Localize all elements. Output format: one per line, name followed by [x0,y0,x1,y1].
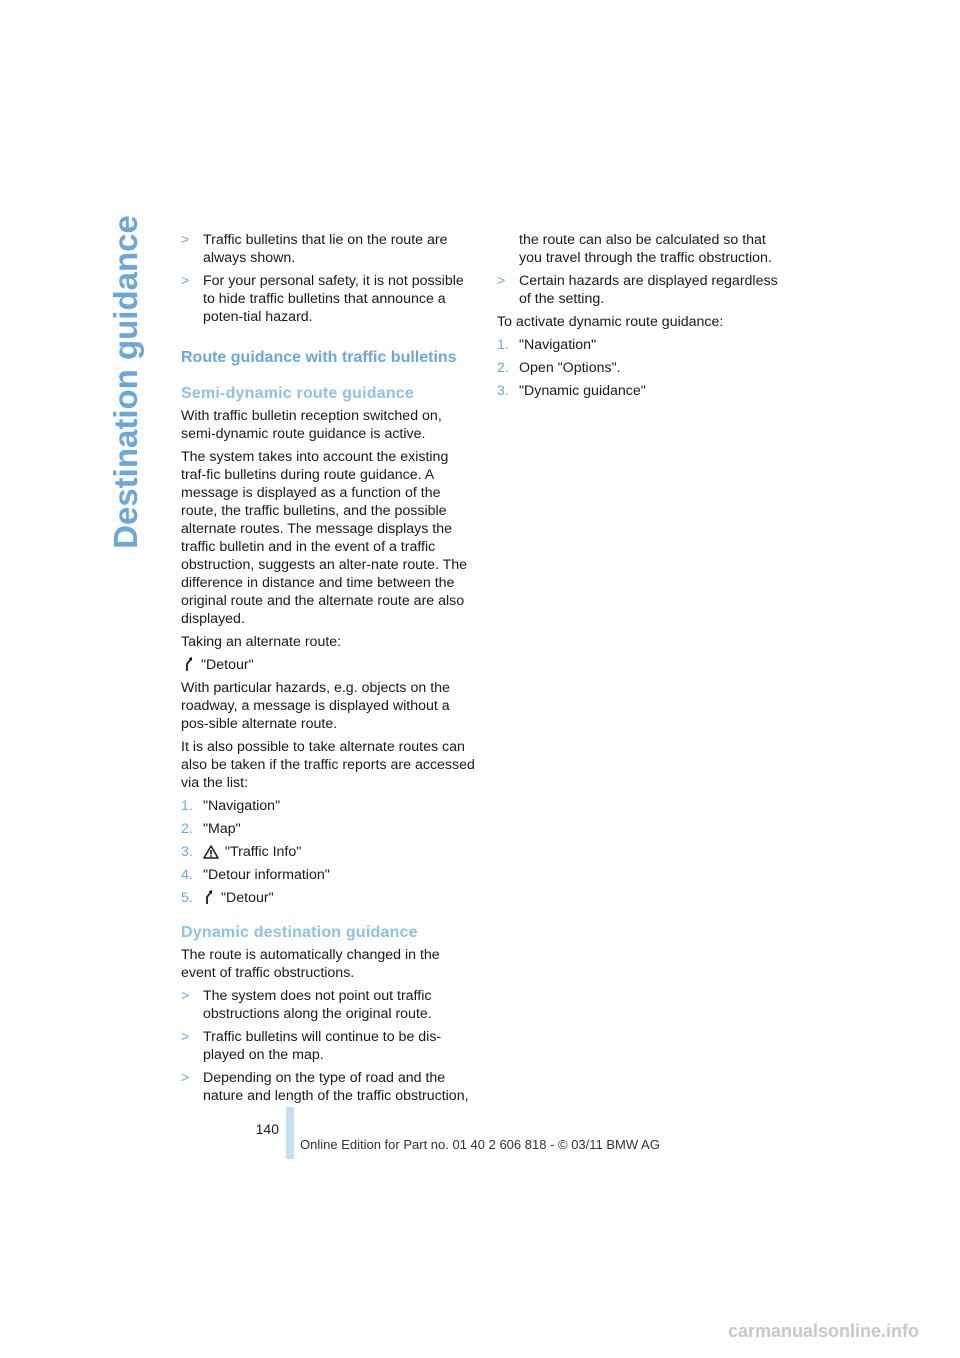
bullet-text: Traffic bulletins that lie on the route are always shown. [203,232,448,266]
numbered-step [181,843,476,861]
bullet-text: Certain hazards are displayed regardless of the setting. [519,273,778,307]
step-number: 3. [497,383,509,399]
bullet-marker: > [181,232,190,248]
watermark-text: carmanualsonline.info [728,1321,920,1341]
numbered-step [497,382,792,400]
step-number: 3. [181,844,193,860]
step-text: "Map" [203,821,241,837]
bullet-item [181,1069,476,1105]
bullet-item [181,1028,476,1064]
step-number: 1. [181,798,193,814]
step-text: "Navigation" [519,337,597,353]
bullet-marker: > [181,1070,190,1086]
detour-arrow-icon [203,889,215,905]
paragraph: The route is automatically changed in the event of traffic obstructions. [181,947,440,981]
step-number: 2. [181,821,193,837]
bullet-marker: > [497,273,506,289]
bullet-item [181,231,476,267]
bullet-marker: > [181,988,190,1004]
step-number: 2. [497,360,509,376]
detour-option [181,656,476,674]
section-title-vertical [98,215,154,549]
detour-arrow-icon [183,656,195,672]
step-text: "Detour information" [203,867,330,883]
bullet-marker: > [181,273,190,289]
numbered-step [181,797,476,815]
detour-option-label: "Detour" [201,657,254,673]
left-column [181,231,476,1110]
paragraph: To activate dynamic route guidance: [497,314,724,330]
numbered-step [497,336,792,354]
bullet-item [497,272,792,308]
paragraph: With traffic bulletin reception switched on, semi-dynamic route guidance is active. [181,408,442,442]
heading-semi-dynamic: Semi-dynamic route guidance [181,385,415,402]
step-number: 4. [181,867,193,883]
paragraph: The system takes into account the existing traf-fic bulletins during route guidance. A message is displayed as a function of the route, the traffic bulletins, and the possible alternate routes. The message displays the traffic bulletin and in the event of a traffic obstruction, suggests an alter-nate route. The difference in distance and time between the original route and the alternate route are also displayed. [181,449,468,627]
section-title-text: Destination guidance [107,215,144,549]
footer-edition-text: Online Edition for Part no. 01 40 2 606 818 - © 03/11 BMW AG [300,1137,660,1152]
numbered-step [497,359,792,377]
right-column [497,231,792,405]
paragraph: Taking an alternate route: [181,634,342,650]
numbered-step [181,889,476,907]
paragraph: With particular hazards, e.g. objects on the roadway, a message is displayed without a pos-sible alternate route. [181,680,450,732]
heading-dynamic: Dynamic destination guidance [181,924,418,941]
warning-triangle-icon [203,845,219,859]
step-number: 5. [181,890,193,906]
paragraph: It is also possible to take alternate routes can also be taken if the traffic reports are accessed via the list: [181,739,475,791]
step-text: "Detour" [221,890,274,906]
bullet-item [181,987,476,1023]
bullet-text: For your personal safety, it is not possible to hide traffic bulletins that announce a poten-tial hazard. [203,273,464,325]
bullet-text: The system does not point out traffic obstructions along the original route. [203,988,432,1022]
step-text: "Navigation" [203,798,281,814]
bullet-text: Depending on the type of road and the nature and length of the traffic obstruction, [203,1070,469,1104]
step-number: 1. [497,337,509,353]
bullet-continuation [497,231,792,267]
numbered-step [181,820,476,838]
page-number: 140 [255,1121,279,1137]
step-text: "Dynamic guidance" [519,383,646,399]
continued-text: the route can also be calculated so that you travel through the traffic obstruction. [519,232,772,266]
step-text: "Traffic Info" [225,844,302,860]
heading-route-guidance: Route guidance with traffic bulletins [181,349,457,366]
bullet-marker: > [181,1029,190,1045]
footer-accent-bar [286,1107,294,1159]
step-text: Open "Options". [519,360,621,376]
numbered-step [181,866,476,884]
bullet-text: Traffic bulletins will continue to be dis-played on the map. [203,1029,442,1063]
bullet-item [181,272,476,326]
